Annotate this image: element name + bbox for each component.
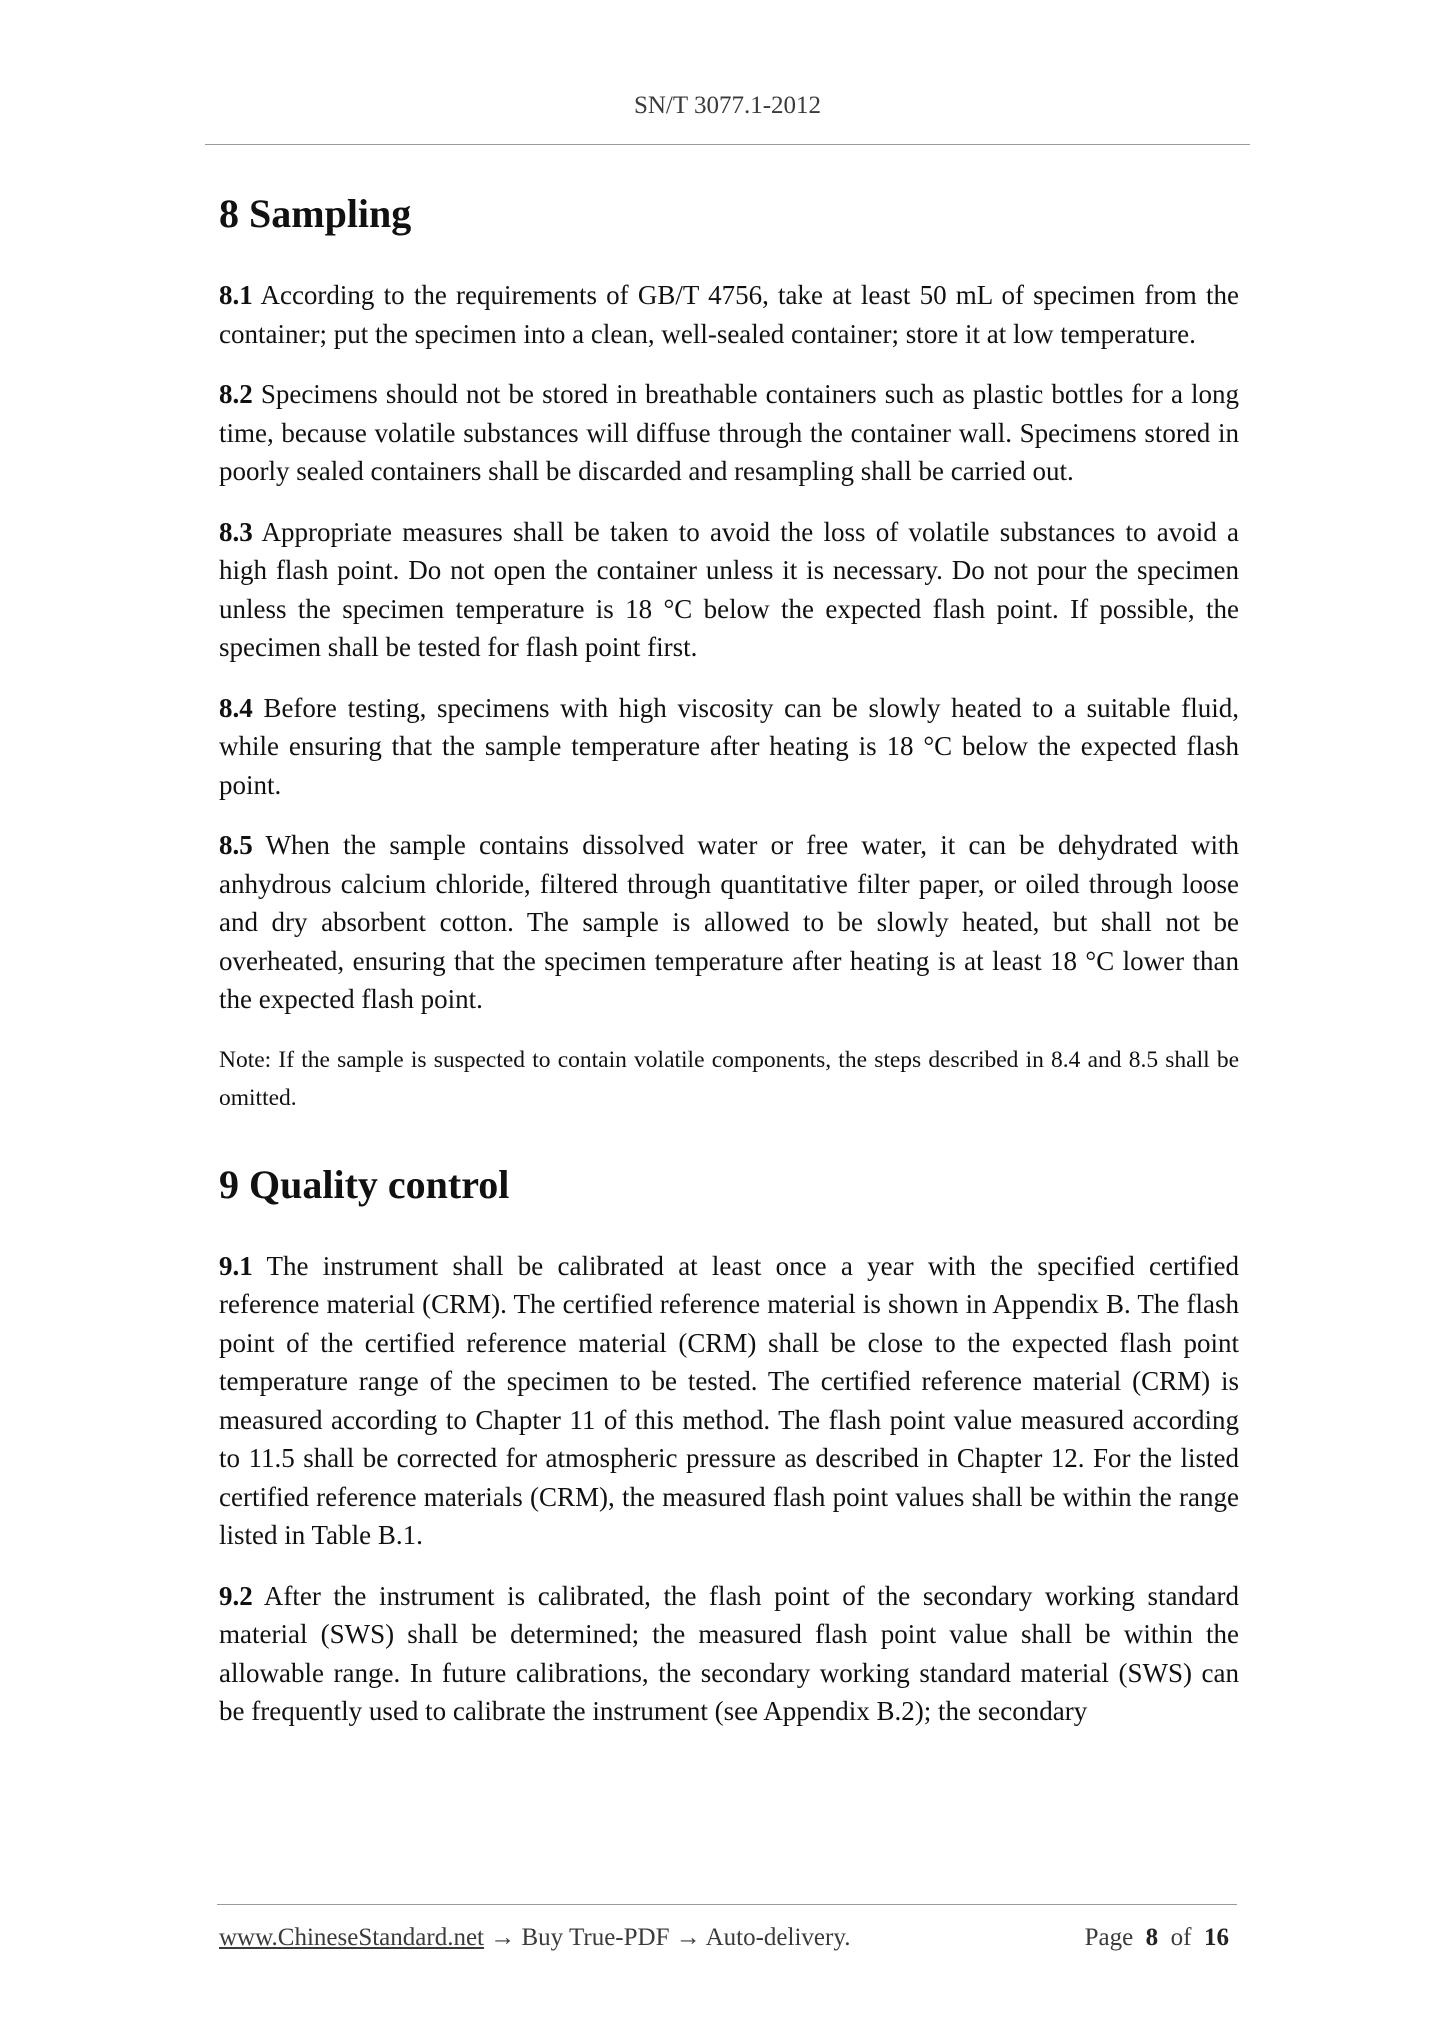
arrow-right-icon: → bbox=[490, 1924, 516, 1951]
clause-text: Appropriate measures shall be taken to avoid the loss of volatile substances to avoid a high flash point. Do not open the container unless it is necessary. Do not pour the specimen unless the specimen temperature is 18 °C below the expected flash point. If possible, the specimen shall be tested for flash point first. bbox=[219, 516, 1239, 662]
header-divider bbox=[205, 144, 1250, 145]
page-label: Page bbox=[1084, 1924, 1134, 1951]
page-content bbox=[219, 188, 1239, 1753]
clause-text: The instrument shall be calibrated at least once a year with the specified certified reference material (CRM). The certified reference material is shown in Appendix B. The flash point of the certified reference material (CRM) shall be close to the expected flash point temperature range of the specimen to be tested. The certified reference material (CRM) is measured according to Chapter 11 of this method. The flash point value measured according to 11.5 shall be corrected for atmospheric pressure as described in Chapter 12. For the listed certified reference materials (CRM), the measured flash point values shall be within the range listed in Table B.1. bbox=[219, 1250, 1239, 1550]
clause-number: 9.1 bbox=[219, 1250, 253, 1281]
section-9-title: 9 Quality control bbox=[219, 1161, 510, 1207]
clause-number: 8.5 bbox=[219, 830, 253, 860]
clause-8-3 bbox=[219, 513, 1239, 667]
site-link[interactable]: www.ChineseStandard.net bbox=[219, 1924, 484, 1951]
clause-8-1 bbox=[219, 276, 1239, 353]
clause-text: After the instrument is calibrated, the flash point of the secondary working standard material (SWS) shall be determined; the measured flash point value shall be within the allowable range. In future calibrations, the secondary working standard material (SWS) can be frequently used to calibrate the instrument (see Appendix B.2); the secondary bbox=[219, 1580, 1239, 1726]
page-indicator bbox=[1085, 1924, 1229, 1952]
total-page-number: 16 bbox=[1204, 1924, 1229, 1951]
page-of-label: of bbox=[1170, 1924, 1192, 1951]
clause-number: 8.1 bbox=[219, 280, 253, 310]
clause-text: Specimens should not be stored in breathable containers such as plastic bottles for a long time, because volatile substances will diffuse through the container wall. Specimens stored in poorly sealed containers shall be discarded and resampling shall be carried out. bbox=[219, 379, 1240, 486]
footer-divider bbox=[217, 1904, 1237, 1905]
document-number-header: SN/T 3077.1-2012 bbox=[633, 92, 822, 119]
clause-number: 9.2 bbox=[219, 1580, 253, 1611]
clause-9-1 bbox=[219, 1247, 1239, 1555]
clause-text: When the sample contains dissolved water or free water, it can be dehydrated with anhydrous calcium chloride, filtered through quantitative filter paper, or oiled through loose and dry absorbent cotton. The sample is allowed to be slowly heated, but shall not be overheated, ensuring that the specimen temperature after heating is at least 18 °C lower than the expected flash point. bbox=[219, 830, 1239, 1014]
clause-text: Before testing, specimens with high viscosity can be slowly heated to a suitable fluid, while ensuring that the sample temperature after heating is 18 °C below the expected flash point. bbox=[219, 692, 1240, 800]
clause-number: 8.4 bbox=[219, 692, 253, 723]
section-8-title: 8 Sampling bbox=[219, 191, 412, 236]
clause-number: 8.2 bbox=[219, 379, 253, 409]
clause-8-4 bbox=[219, 689, 1239, 805]
buy-true-pdf-text: Buy True-PDF bbox=[521, 1924, 670, 1951]
clause-number: 8.3 bbox=[219, 516, 253, 547]
footer-promo bbox=[219, 1924, 850, 1952]
section-8-note: Note: If the sample is suspected to contain volatile components, the steps described in 8.4 and 8.5 shall be omitted. bbox=[219, 1046, 1239, 1111]
clause-text: According to the requirements of GB/T 4756, take at least 50 mL of specimen from the container; put the specimen into a clean, well-sealed container; store it at low temperature. bbox=[219, 280, 1239, 349]
auto-delivery-text: Auto-delivery. bbox=[705, 1924, 851, 1951]
clause-9-2 bbox=[219, 1577, 1239, 1731]
clause-8-5 bbox=[219, 826, 1239, 1019]
arrow-right-icon: → bbox=[675, 1924, 701, 1951]
current-page-number: 8 bbox=[1145, 1924, 1159, 1951]
clause-8-2 bbox=[219, 375, 1239, 491]
